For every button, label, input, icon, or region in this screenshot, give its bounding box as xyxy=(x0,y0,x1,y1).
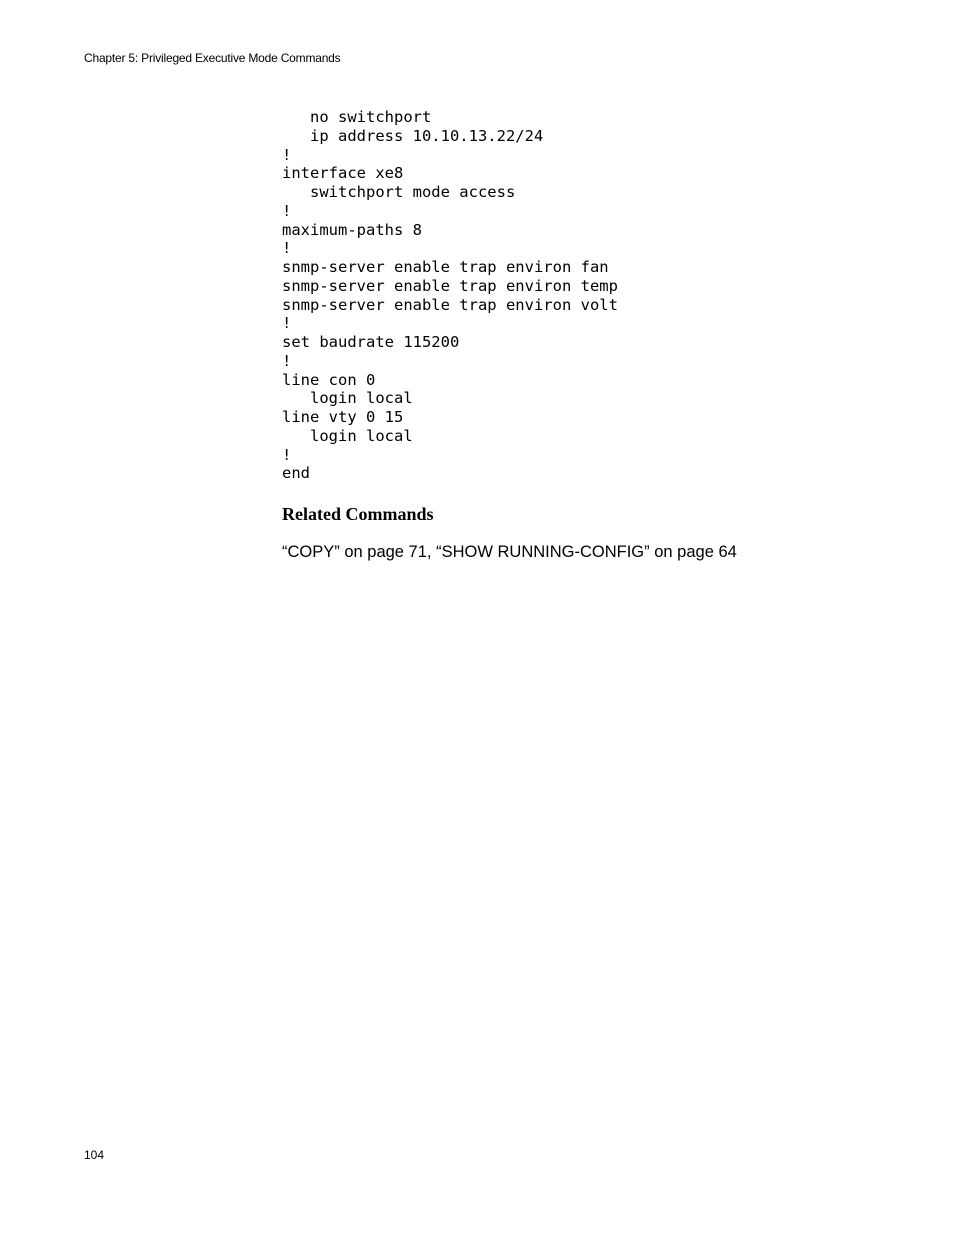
code-line: ! xyxy=(282,239,292,258)
code-line: ! xyxy=(282,201,292,220)
code-line: login local xyxy=(282,426,413,445)
code-line: line con 0 xyxy=(282,370,376,389)
code-line: ! xyxy=(282,314,292,333)
page-number: 104 xyxy=(84,1148,105,1162)
code-line: maximum-paths 8 xyxy=(282,220,422,239)
code-line: ip address 10.10.13.22/24 xyxy=(282,126,544,145)
code-line: snmp-server enable trap environ temp xyxy=(282,276,618,295)
running-header: Chapter 5: Privileged Executive Mode Commands xyxy=(84,51,341,65)
code-line: snmp-server enable trap environ volt xyxy=(282,295,618,314)
code-line: ! xyxy=(282,445,292,464)
code-line: switchport mode access xyxy=(282,183,516,201)
code-line: end xyxy=(282,464,310,483)
code-line: no switchport xyxy=(282,108,432,126)
code-line: interface xe8 xyxy=(282,164,404,183)
code-line: ! xyxy=(282,351,292,370)
code-line: login local xyxy=(282,389,413,408)
code-block xyxy=(282,108,618,483)
related-commands-text: “COPY” on page 71, “SHOW RUNNING-CONFIG” on page 64 xyxy=(282,543,737,561)
related-commands-heading: Related Commands xyxy=(282,504,434,524)
code-line: ! xyxy=(282,145,292,164)
code-line: snmp-server enable trap environ fan xyxy=(282,258,609,276)
code-line: set baudrate 115200 xyxy=(282,333,460,351)
code-line: line vty 0 15 xyxy=(282,408,404,426)
